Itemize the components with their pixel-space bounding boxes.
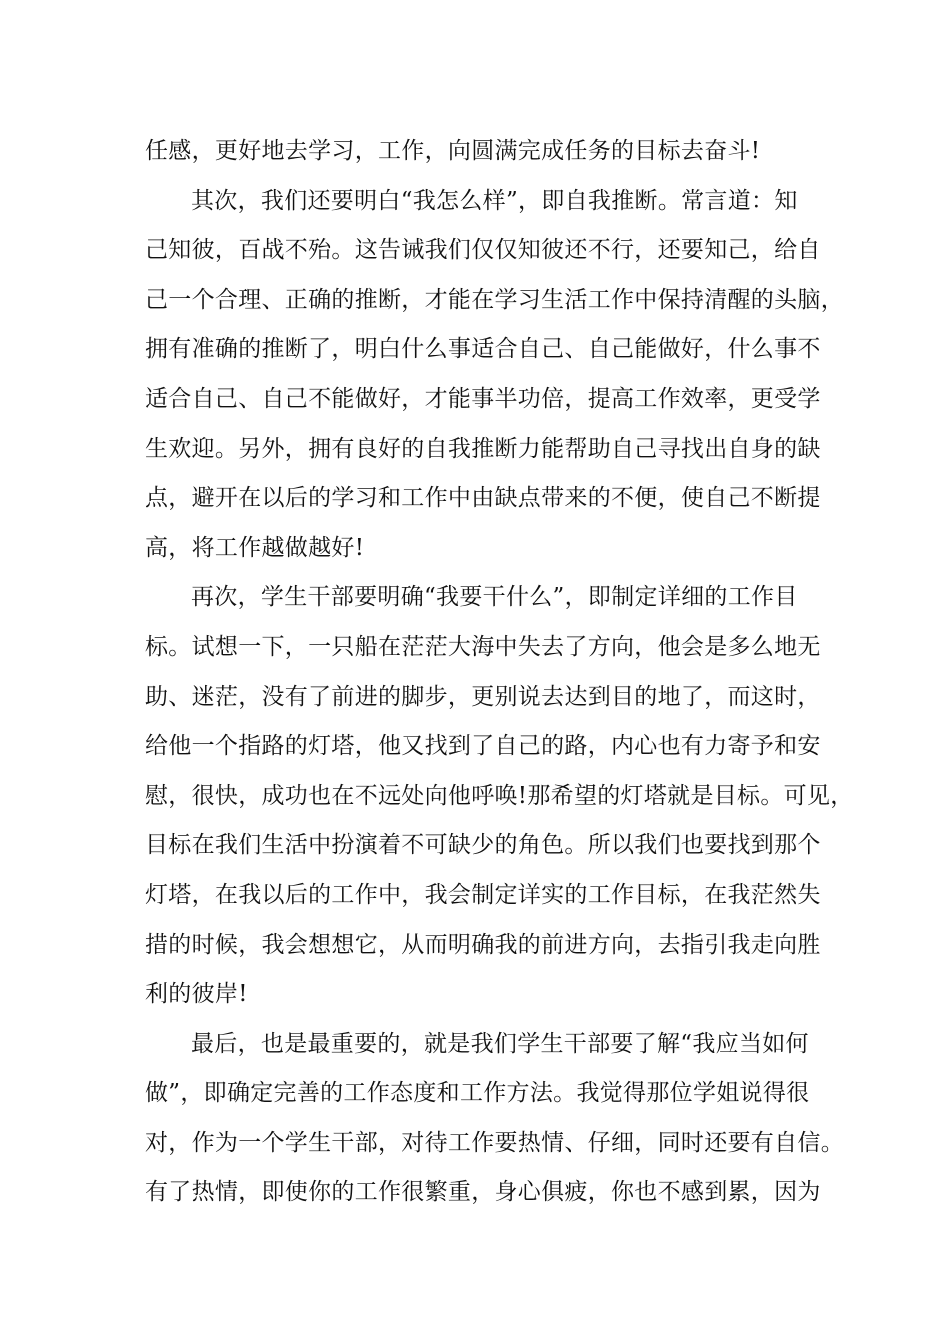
text-line: 点，避开在以后的学习和工作中由缺点带来的不便，使自己不断提 — [145, 485, 821, 512]
text-line: 利的彼岸! — [145, 981, 248, 1008]
text-line: 拥有准确的推断了，明白什么事适合自己、自己能做好，什么事不 — [145, 336, 821, 363]
text-line: 给他一个指路的灯塔，他又找到了自己的路，内心也有力寄予和安 — [145, 733, 821, 760]
text-line: 灯塔，在我以后的工作中，我会制定详实的工作目标，在我茫然失 — [145, 881, 821, 908]
text-line: 适合自己、自己不能做好，才能事半功倍，提高工作效率，更受学 — [145, 385, 821, 412]
paragraph-start-line: 再次，学生干部要明确“我要干什么”，即制定详细的工作目 — [191, 584, 798, 611]
text-line: 目标在我们生活中扮演着不可缺少的角色。所以我们也要找到那个 — [145, 832, 821, 859]
text-line: 高，将工作越做越好! — [145, 534, 365, 561]
text-line: 对，作为一个学生干部，对待工作要热情、仔细，同时还要有自信。 — [145, 1129, 844, 1156]
text-line: 助、迷茫，没有了前进的脚步，更别说去达到目的地了，而这时， — [145, 683, 821, 710]
text-line: 标。试想一下，一只船在茫茫大海中失去了方向，他会是多么地无 — [145, 633, 821, 660]
body-text — [145, 127, 854, 1218]
text-line: 任感，更好地去学习，工作，向圆满完成任务的目标去奋斗! — [145, 138, 761, 164]
text-line: 做”，即确定完善的工作态度和工作方法。我觉得那位学姐说得很 — [145, 1080, 810, 1107]
text-line: 措的时候，我会想想它，从而明确我的前进方向，去指引我走向胜 — [145, 931, 821, 958]
text-line: 己知彼，百战不殆。这告诫我们仅仅知彼还不行，还要知己，给自 — [145, 237, 821, 264]
text-line: 生欢迎。另外，拥有良好的自我推断力能帮助自己寻找出自身的缺 — [145, 435, 821, 462]
paragraph-start-line: 最后，也是最重要的，就是我们学生干部要了解“我应当如何 — [191, 1030, 809, 1057]
text-line: 慰，很快，成功也在不远处向他呼唤!那希望的灯塔就是目标。可见， — [145, 782, 854, 809]
text-line: 己一个合理、正确的推断，才能在学习生活工作中保持清醒的头脑， — [145, 286, 844, 313]
paragraph-start-line: 其次，我们还要明白“我怎么样”，即自我推断。常言道：知 — [191, 187, 798, 214]
text-line: 有了热情，即使你的工作很繁重，身心俱疲，你也不感到累，因为 — [145, 1179, 821, 1206]
